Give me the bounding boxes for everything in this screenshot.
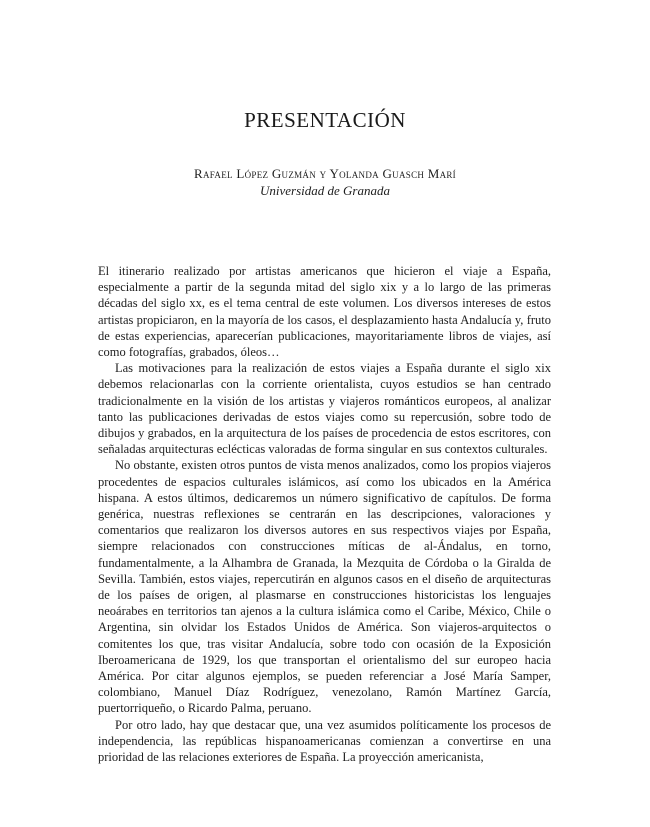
paragraph-4: Por otro lado, hay que destacar que, una vez asumidos políticamente los procesos de independencia, las repúblicas hispanoamericanas comienzan a convertirse en una prioridad de las relaciones exteriores de España. La proyección americanista,: [98, 717, 551, 765]
page-title: PRESENTACIÓN: [244, 108, 406, 132]
paragraph-1: El itinerario realizado por artistas americanos que hicieron el viaje a España, especialmente a partir de la segunda mitad del siglo xix y a lo largo de las primeras décadas del siglo xx, es el tema central de este volumen. Los diversos intereses de estos artistas propiciaron, en la mayoría de los casos, el desplazamiento hasta Andalucía y, fruto de estas experiencias, aparecerían publicaciones, mayoritariamente libros de viajes, así como fotografías, grabados, óleos…: [98, 264, 551, 360]
body-text: [98, 263, 551, 765]
paragraph-2: Las motivaciones para la realización de estos viajes a España durante el siglo xix debemos relacionarlas con la corriente orientalista, cuyos estudios se han centrado tradicionalmente en la visión de los artistas y viajeros románticos europeos, al analizar tanto las publicaciones derivadas de estos viajes como su repercusión, sobre todo de dibujos y grabados, en la arquitectura de los países de procedencia de estos escritores, con señaladas arquitecturas eclécticas valoradas de forma singular en sus contextos culturales.: [98, 361, 551, 457]
authors-line: Rafael López Guzmán y Yolanda Guasch Marí: [194, 166, 456, 181]
paragraph-3: No obstante, existen otros puntos de vista menos analizados, como los propios viajeros procedentes de espacios culturales islámicos, así como los ubicados en la América hispana. A estos últimos, dedicaremos un número significativo de capítulos. De forma genérica, nuestras reflexiones se centrarán en las descripciones, valoraciones y comentarios que realizaron los diversos autores en sus respectivos viajes por España, siempre relacionados con construcciones míticas de al-Ándalus, en torno, fundamentalmente, a la Alhambra de Granada, la Mezquita de Córdoba o la Giralda de Sevilla. También, estos viajes, repercutirán en algunos casos en el diseño de arquitecturas de los países de origen, al plasmarse en construcciones historicistas los lenguajes neoárabes en territorios tan ajenos a la cultura islámica como el Caribe, México, Chile o Argentina, sin olvidar los Estados Unidos de América. Son viajeros-arquitectos o comitentes los que, tras visitar Andalucía, sobre todo con ocasión de la Exposición Iberoamericana de 1929, los que transportan el orientalismo del sur europeo hacia América. Por citar algunos ejemplos, se pueden referenciar a José María Samper, colombiano, Manuel Díaz Rodríguez, venezolano, Ramón Martínez García, puertorriqueño, o Ricardo Palma, peruano.: [98, 458, 551, 716]
affiliation-line: Universidad de Granada: [260, 183, 390, 198]
